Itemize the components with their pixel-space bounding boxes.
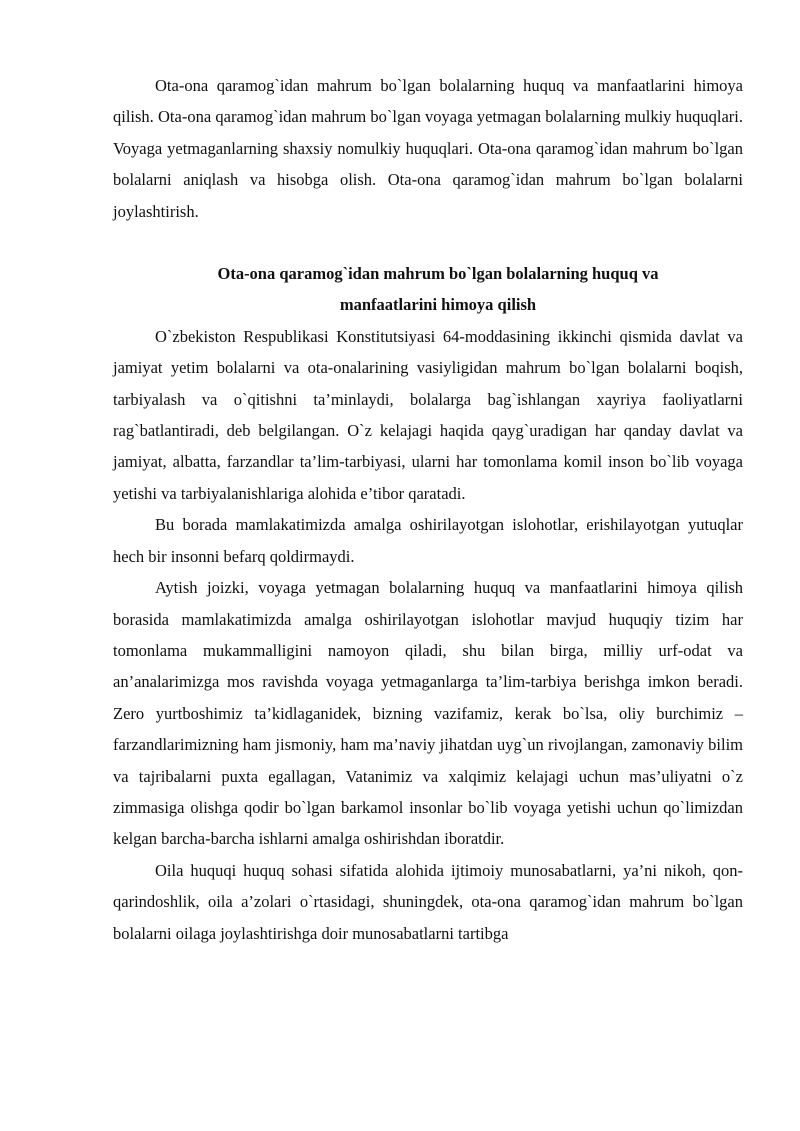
- body-paragraph-4: Oila huquqi huquq sohasi sifatida alohida ijtimoiy munosabatlarni, ya’ni nikoh, qon-qarindoshlik, oila a’zolari o`rtasidagi, shuningdek, ota-ona qaramog`idan mahrum bo`lgan bolalarni oilaga joylashtirishga doir munosabatlarni tartibga: [113, 860, 743, 943]
- document-page: [113, 70, 743, 949]
- section-spacer: [113, 227, 743, 258]
- body-paragraph-3: Aytish joizki, voyaga yetmagan bolalarning huquq va manfaatlarini himoya qilish borasida mamlakatimizda amalga oshirilayotgan islohotlar mavjud huquqiy tizim har tomonlama mukammalligini namoyon qiladi, shu bilan birga, milliy urf-odat va an’analarimizga mos ravishda voyaga yetmaganlarga ta’lim-tarbiya berishga imkon beradi. Zero yurtboshimiz ta’kidlaganidek, bizning vazifamiz, kerak bo`lsa, oliy burchimiz – farzandlarimizning ham jismoniy, ham ma’naviy jihatdan uyg`un rivojlangan, zamonaviy bilim va tajribalarni puxta egallagan, Vatanimiz va xalqimiz kelajagi uchun mas’uliyatni o`z zimmasiga olishga qodir bo`lgan barkamol insonlar bo`lib voyaga yetishi uchun qo`limizdan kelgan barcha-barcha ishlarni amalga oshirishdan iboratdir.: [113, 578, 743, 849]
- section-heading: Ota-ona qaramog`idan mahrum bo`lgan bolalarning huquq va manfaatlarini himoya qilish: [217, 264, 659, 315]
- body-paragraph-1: O`zbekiston Respublikasi Konstitutsiyasi 64-moddasining ikkinchi qismida davlat va jamiyat yetim bolalarni va ota-onalarining vasiyligidan mahrum bo`lgan bolalarni boqish, tarbiyalash va o`qitishni ta’minlaydi, bolalarga bag`ishlangan xayriya faoliyatlarni rag`batlantiradi, deb belgilangan. O`z kelajagi haqida qayg`uradigan har qanday davlat va jamiyat, albatta, farzandlar ta’lim-tarbiyasi, ularni har tomonlama komil inson bo`lib voyaga yetishi va tarbiyalanishlariga alohida e’tibor qaratadi.: [113, 326, 743, 503]
- body-paragraph-2: Bu borada mamlakatimizda amalga oshirilayotgan islohotlar, erishilayotgan yutuqlar hech bir insonni befarq qoldirmaydi.: [113, 515, 743, 566]
- intro-paragraph: Ota-ona qaramog`idan mahrum bo`lgan bolalarning huquq va manfaatlarini himoya qilish. Ota-ona qaramog`idan mahrum bo`lgan voyaga yetmagan bolalarning mulkiy huquqlari. Voyaga yetmaganlarning shaxsiy nomulkiy huquqlari. Ota-ona qaramog`idan mahrum bo`lgan bolalarni aniqlash va hisobga olish. Ota-ona qaramog`idan mahrum bo`lgan bolalarni joylashtirish.: [113, 76, 743, 221]
